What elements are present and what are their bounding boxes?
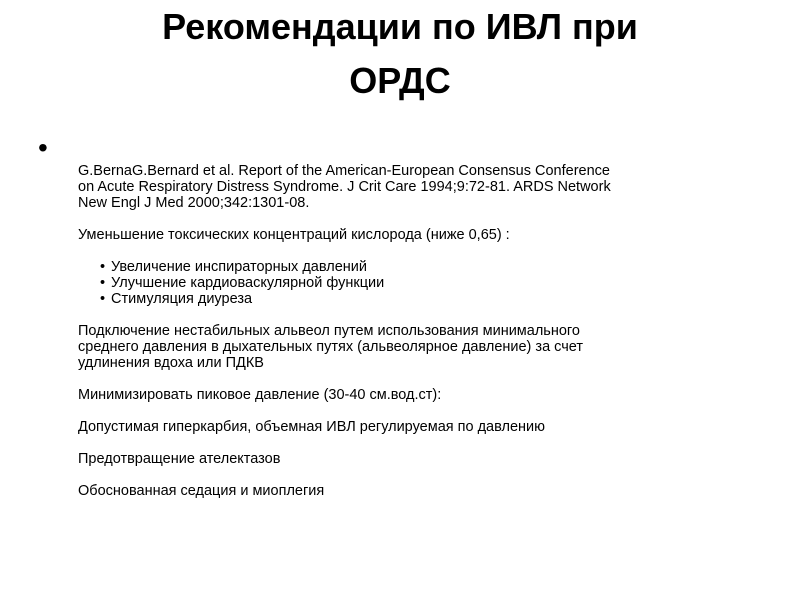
list-item bbox=[100, 291, 758, 307]
bullet-icon: • bbox=[100, 291, 106, 307]
recruitment-paragraph bbox=[78, 323, 758, 371]
recommendation-hypercapnia: Допустимая гиперкарбия, объемная ИВЛ регулируемая по давлению bbox=[78, 419, 545, 435]
list-item bbox=[100, 275, 758, 291]
slide-title-line-2: ОРДС bbox=[349, 60, 451, 101]
slide-title-line-1: Рекомендации по ИВЛ при bbox=[162, 6, 638, 47]
reference-line-1: G.BernaG.Bernard et al. Report of the American-European Consensus Conference bbox=[78, 163, 610, 179]
recruitment-line-1: Подключение нестабильных альвеол путем использования минимального bbox=[78, 323, 580, 339]
recommendation-atelectasis: Предотвращение ателектазов bbox=[78, 451, 281, 467]
recommendation-peak-pressure: Минимизировать пиковое давление (30-40 см.вод.ст): bbox=[78, 387, 442, 403]
oxygen-effects-list bbox=[78, 259, 758, 307]
recruitment-line-3: удлинения вдоха или ПДКВ bbox=[78, 355, 264, 371]
list-item-label: Увеличение инспираторных давлений bbox=[111, 259, 367, 275]
list-item-label: Стимуляция диуреза bbox=[111, 291, 253, 307]
slide-title bbox=[0, 0, 800, 108]
oxygen-intro: Уменьшение токсических концентраций кислорода (ниже 0,65) : bbox=[78, 227, 510, 243]
bullet-icon: • bbox=[100, 259, 106, 275]
reference-line-2: on Acute Respiratory Distress Syndrome. J Crit Care 1994;9:72-81. ARDS Network bbox=[78, 179, 611, 195]
list-item bbox=[100, 259, 758, 275]
reference-line-3: New Engl J Med 2000;342:1301-08. bbox=[78, 195, 310, 211]
recommendation-sedation: Обоснованная седация и миоплегия bbox=[78, 483, 325, 499]
list-item-label: Улучшение кардиоваскулярной функции bbox=[111, 275, 385, 291]
bullet-icon: • bbox=[100, 275, 106, 291]
recruitment-line-2: среднего давления в дыхательных путях (альвеолярное давление) за счет bbox=[78, 339, 584, 355]
slide-body bbox=[78, 163, 758, 515]
reference-citation bbox=[78, 163, 758, 211]
bullet-marker: • bbox=[38, 132, 48, 163]
